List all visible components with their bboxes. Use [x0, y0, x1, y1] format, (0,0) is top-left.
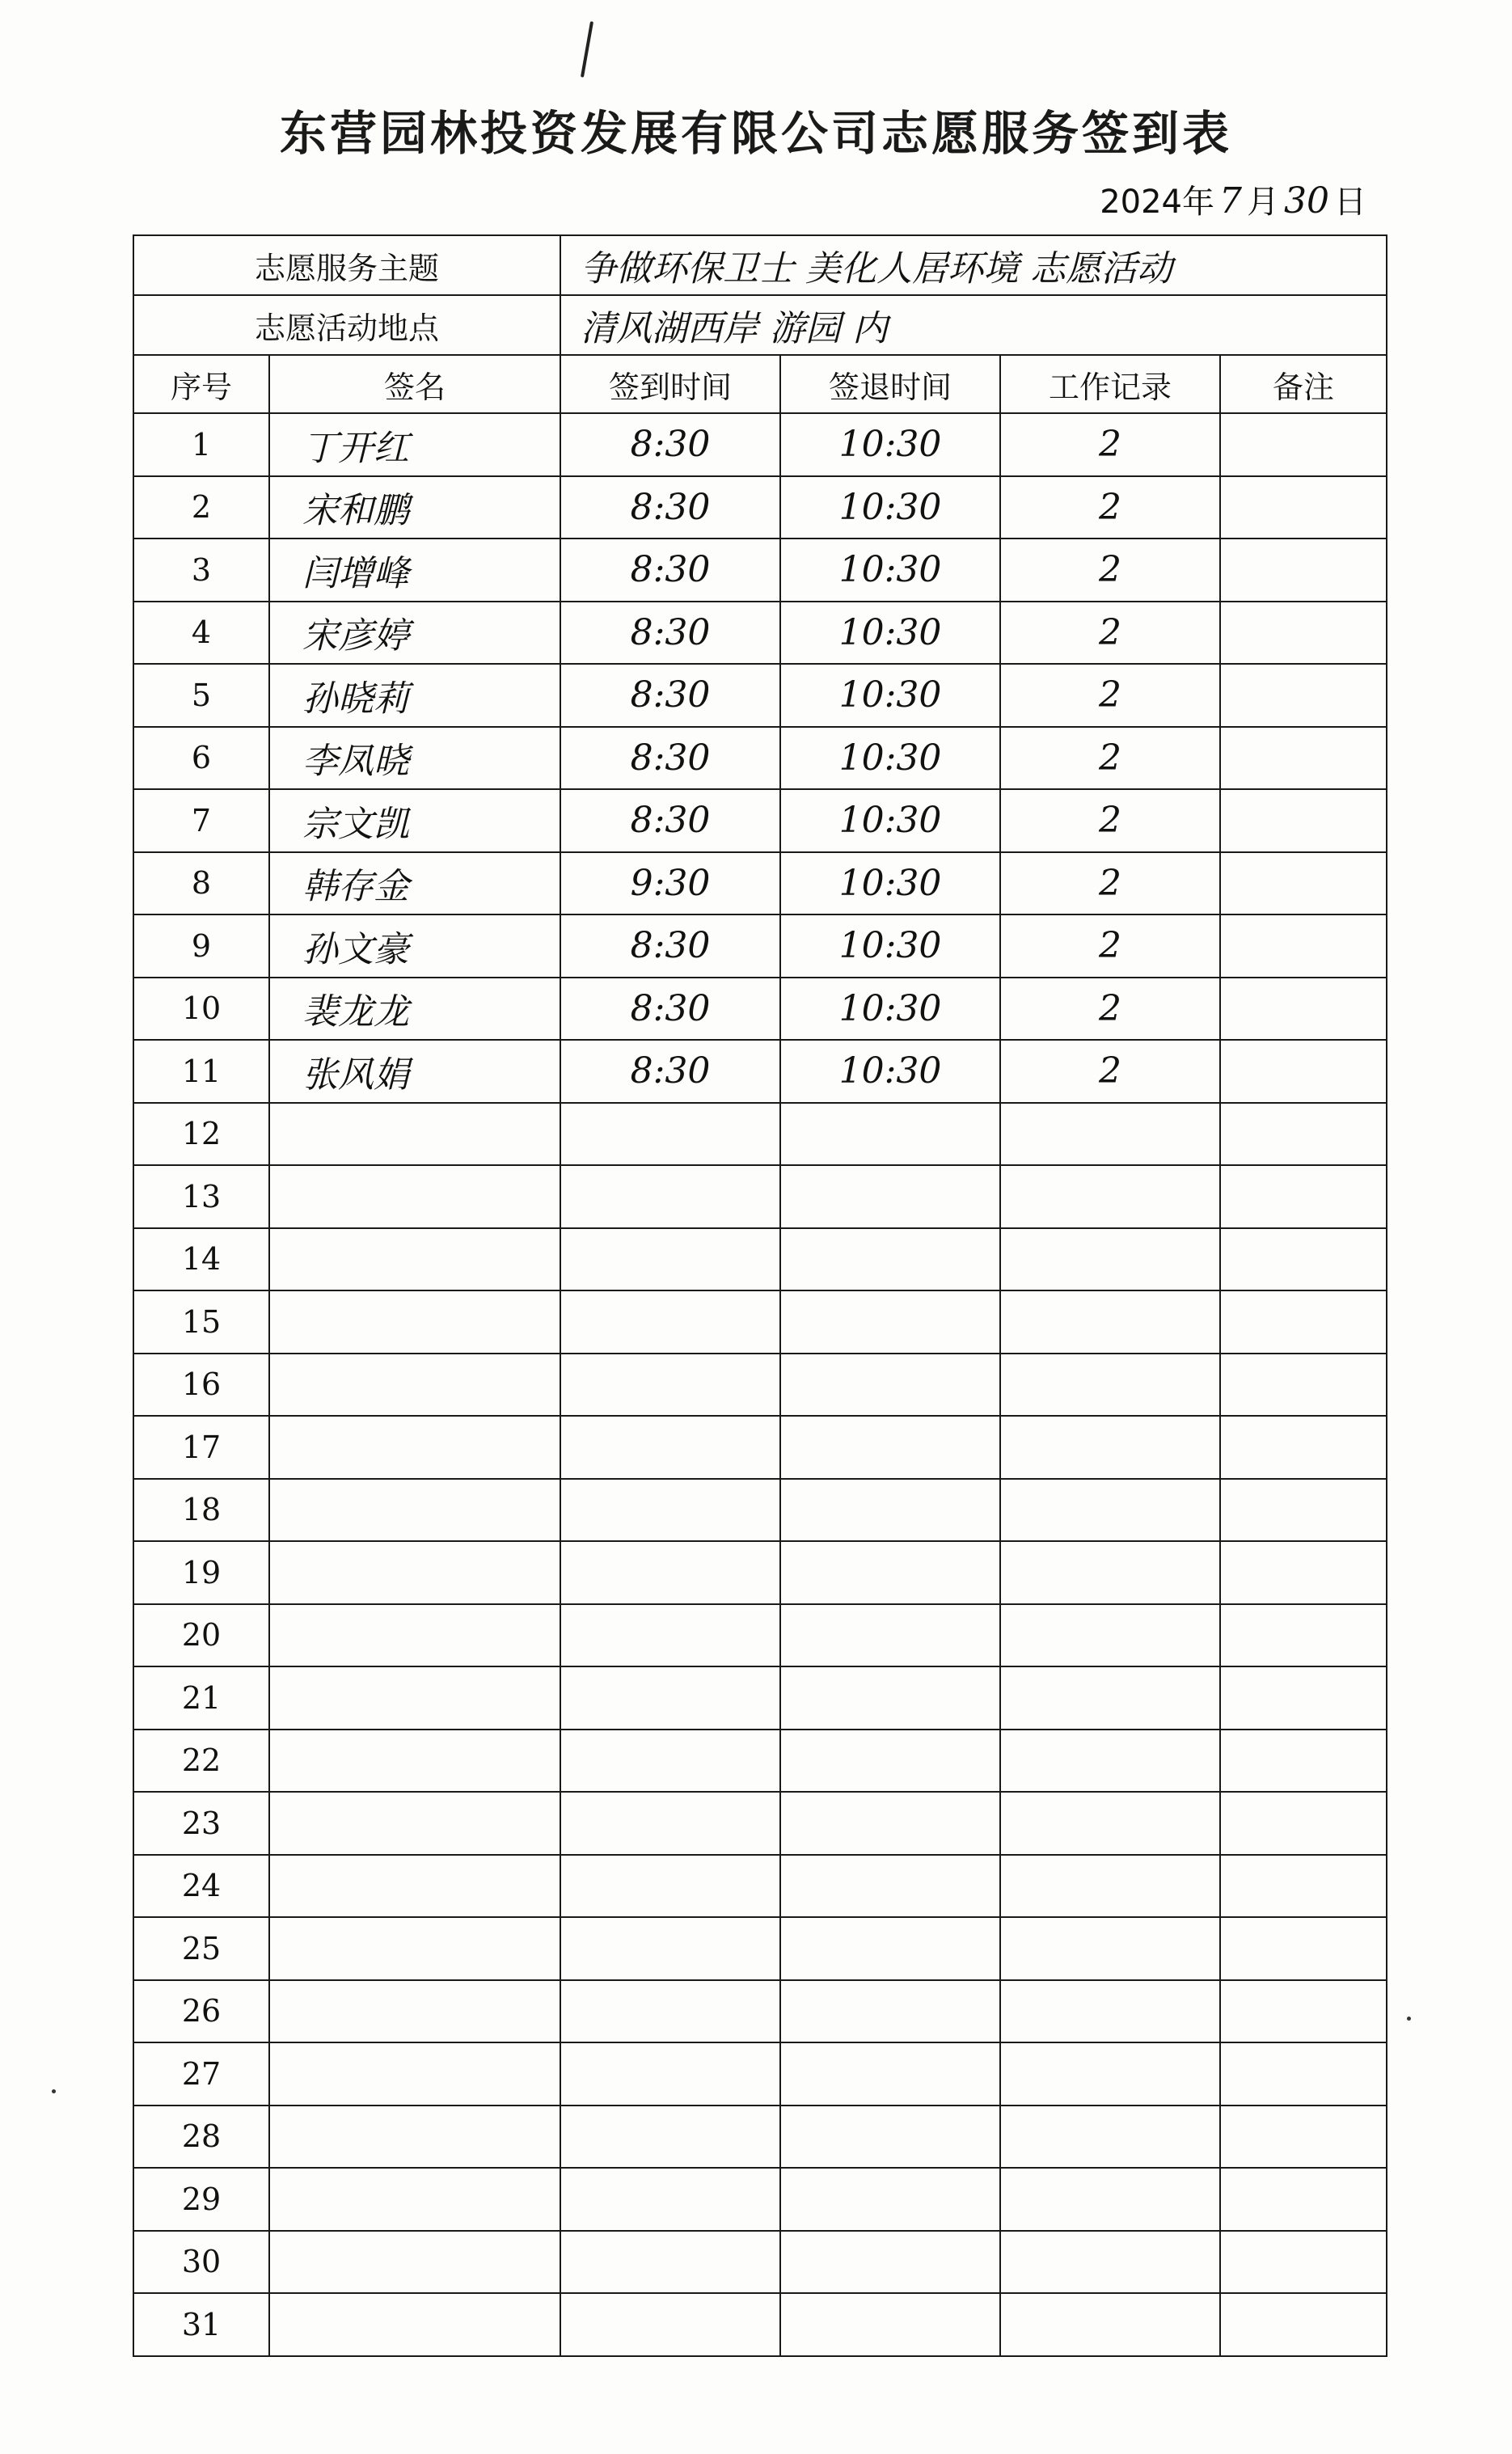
table-row — [133, 1792, 1387, 1855]
column-header-check-in: 签到时间 — [560, 355, 780, 413]
seq-number: 13 — [133, 1165, 269, 1228]
date-day: 30 — [1284, 180, 1329, 222]
check-out-time — [780, 2106, 1000, 2169]
table-row — [133, 852, 1387, 915]
seq-number: 8 — [133, 852, 269, 915]
remarks-cell — [1220, 539, 1387, 602]
check-in-time — [560, 1479, 780, 1542]
table-row — [133, 2106, 1387, 2169]
seq-number: 28 — [133, 2106, 269, 2169]
signature-cell — [269, 2231, 560, 2294]
signature-cell: 裴龙龙 — [269, 978, 560, 1041]
table-row — [133, 1541, 1387, 1604]
check-out-time: 10:30 — [780, 1040, 1000, 1103]
seq-number: 17 — [133, 1416, 269, 1479]
table-row — [133, 1103, 1387, 1166]
remarks-cell — [1220, 978, 1387, 1041]
remarks-cell — [1220, 1416, 1387, 1479]
check-in-time: 8:30 — [560, 1040, 780, 1103]
table-row — [133, 1416, 1387, 1479]
date-year: 2024年 — [1100, 184, 1214, 221]
table-row — [133, 602, 1387, 665]
check-in-time — [560, 2168, 780, 2231]
check-out-time — [780, 1354, 1000, 1417]
work-record — [1000, 1479, 1220, 1542]
work-record — [1000, 2168, 1220, 2231]
signature-cell — [269, 1290, 560, 1354]
work-record — [1000, 1290, 1220, 1354]
seq-number: 20 — [133, 1604, 269, 1667]
remarks-cell — [1220, 1479, 1387, 1542]
check-in-time: 9:30 — [560, 852, 780, 915]
seq-number: 29 — [133, 2168, 269, 2231]
work-record: 2 — [1000, 727, 1220, 790]
check-in-time: 8:30 — [560, 476, 780, 539]
check-in-time — [560, 1290, 780, 1354]
remarks-cell — [1220, 1792, 1387, 1855]
seq-number: 19 — [133, 1541, 269, 1604]
column-header-seq: 序号 — [133, 355, 269, 413]
work-record — [1000, 1604, 1220, 1667]
work-record — [1000, 1917, 1220, 1980]
handwritten-page-mark — [581, 21, 593, 78]
check-in-time — [560, 1730, 780, 1793]
seq-number: 12 — [133, 1103, 269, 1166]
work-record: 2 — [1000, 1040, 1220, 1103]
check-out-time — [780, 2293, 1000, 2356]
check-in-time — [560, 1416, 780, 1479]
work-record — [1000, 1855, 1220, 1918]
work-record — [1000, 2106, 1220, 2169]
sign-in-table — [133, 234, 1387, 2357]
check-in-time — [560, 1855, 780, 1918]
work-record — [1000, 1730, 1220, 1793]
check-in-time — [560, 2106, 780, 2169]
work-record — [1000, 1103, 1220, 1166]
signature-cell — [269, 1604, 560, 1667]
work-record: 2 — [1000, 664, 1220, 727]
date-day-unit: 日 — [1334, 184, 1366, 221]
check-out-time: 10:30 — [780, 476, 1000, 539]
seq-number: 25 — [133, 1917, 269, 1980]
check-out-time — [780, 1290, 1000, 1354]
check-out-time — [780, 1228, 1000, 1291]
check-out-time — [780, 2168, 1000, 2231]
stray-dot — [1407, 2017, 1411, 2021]
check-in-time — [560, 1354, 780, 1417]
work-record — [1000, 2231, 1220, 2294]
seq-number: 6 — [133, 727, 269, 790]
work-record — [1000, 1980, 1220, 2043]
signature-cell — [269, 2106, 560, 2169]
location-row — [133, 295, 1387, 355]
table-row — [133, 476, 1387, 539]
check-out-time: 10:30 — [780, 789, 1000, 852]
signature-cell — [269, 1792, 560, 1855]
column-header-check-out: 签退时间 — [780, 355, 1000, 413]
check-out-time: 10:30 — [780, 978, 1000, 1041]
table-row — [133, 914, 1387, 978]
work-record: 2 — [1000, 852, 1220, 915]
signature-cell: 宗文凯 — [269, 789, 560, 852]
work-record — [1000, 1541, 1220, 1604]
seq-number: 16 — [133, 1354, 269, 1417]
remarks-cell — [1220, 1855, 1387, 1918]
table-row — [133, 1980, 1387, 2043]
remarks-cell — [1220, 1040, 1387, 1103]
signature-cell — [269, 1354, 560, 1417]
work-record: 2 — [1000, 602, 1220, 665]
table-row — [133, 2231, 1387, 2294]
work-record: 2 — [1000, 539, 1220, 602]
remarks-cell — [1220, 602, 1387, 665]
signature-cell: 张风娟 — [269, 1040, 560, 1103]
table-row — [133, 1040, 1387, 1103]
check-in-time — [560, 2231, 780, 2294]
table-row — [133, 2042, 1387, 2106]
check-out-time — [780, 1416, 1000, 1479]
check-out-time: 10:30 — [780, 602, 1000, 665]
check-out-time: 10:30 — [780, 413, 1000, 476]
table-row — [133, 1666, 1387, 1730]
check-in-time — [560, 1165, 780, 1228]
check-out-time: 10:30 — [780, 852, 1000, 915]
check-out-time — [780, 1855, 1000, 1918]
check-out-time — [780, 1917, 1000, 1980]
signature-cell — [269, 2293, 560, 2356]
table-row — [133, 1604, 1387, 1667]
check-out-time — [780, 2231, 1000, 2294]
seq-number: 31 — [133, 2293, 269, 2356]
theme-row — [133, 235, 1387, 295]
check-out-time — [780, 2042, 1000, 2106]
table-row — [133, 1290, 1387, 1354]
signature-cell — [269, 1103, 560, 1166]
signature-cell: 孙文豪 — [269, 914, 560, 978]
check-in-time — [560, 1792, 780, 1855]
seq-number: 26 — [133, 1980, 269, 2043]
signature-cell: 韩存金 — [269, 852, 560, 915]
seq-number: 21 — [133, 1666, 269, 1730]
remarks-cell — [1220, 852, 1387, 915]
signature-cell — [269, 1980, 560, 2043]
check-in-time: 8:30 — [560, 789, 780, 852]
check-in-time: 8:30 — [560, 727, 780, 790]
remarks-cell — [1220, 1917, 1387, 1980]
check-in-time — [560, 1666, 780, 1730]
work-record — [1000, 1792, 1220, 1855]
check-out-time: 10:30 — [780, 914, 1000, 978]
remarks-cell — [1220, 476, 1387, 539]
seq-number: 27 — [133, 2042, 269, 2106]
check-out-time — [780, 1541, 1000, 1604]
signature-cell — [269, 1541, 560, 1604]
table-row — [133, 1917, 1387, 1980]
check-in-time — [560, 2293, 780, 2356]
remarks-cell — [1220, 727, 1387, 790]
signature-cell — [269, 1855, 560, 1918]
seq-number: 9 — [133, 914, 269, 978]
remarks-cell — [1220, 1666, 1387, 1730]
table-row — [133, 413, 1387, 476]
work-record — [1000, 1228, 1220, 1291]
remarks-cell — [1220, 1103, 1387, 1166]
seq-number: 15 — [133, 1290, 269, 1354]
seq-number: 7 — [133, 789, 269, 852]
check-out-time — [780, 1666, 1000, 1730]
remarks-cell — [1220, 2293, 1387, 2356]
table-row — [133, 1354, 1387, 1417]
check-out-time — [780, 1604, 1000, 1667]
check-in-time — [560, 1604, 780, 1667]
signature-cell — [269, 1666, 560, 1730]
work-record — [1000, 1354, 1220, 1417]
signature-cell — [269, 1917, 560, 1980]
remarks-cell — [1220, 664, 1387, 727]
table-row — [133, 727, 1387, 790]
stray-dot — [52, 2089, 56, 2093]
work-record — [1000, 1165, 1220, 1228]
check-in-time — [560, 1541, 780, 1604]
remarks-cell — [1220, 413, 1387, 476]
remarks-cell — [1220, 1290, 1387, 1354]
check-in-time: 8:30 — [560, 664, 780, 727]
seq-number: 14 — [133, 1228, 269, 1291]
work-record: 2 — [1000, 914, 1220, 978]
work-record: 2 — [1000, 413, 1220, 476]
work-record — [1000, 1416, 1220, 1479]
table-row — [133, 978, 1387, 1041]
remarks-cell — [1220, 1730, 1387, 1793]
signature-cell: 闫增峰 — [269, 539, 560, 602]
check-out-time — [780, 1730, 1000, 1793]
seq-number: 5 — [133, 664, 269, 727]
location-value: 清风湖西岸 游园 内 — [560, 295, 1387, 355]
check-in-time: 8:30 — [560, 539, 780, 602]
remarks-cell — [1220, 2231, 1387, 2294]
remarks-cell — [1220, 789, 1387, 852]
remarks-cell — [1220, 1228, 1387, 1291]
remarks-cell — [1220, 2106, 1387, 2169]
work-record — [1000, 2042, 1220, 2106]
table-row — [133, 789, 1387, 852]
check-out-time: 10:30 — [780, 539, 1000, 602]
theme-value: 争做环保卫士 美化人居环境 志愿活动 — [560, 235, 1387, 295]
signature-cell: 宋彦婷 — [269, 602, 560, 665]
seq-number: 3 — [133, 539, 269, 602]
signature-cell — [269, 1416, 560, 1479]
seq-number: 2 — [133, 476, 269, 539]
column-header-work-record: 工作记录 — [1000, 355, 1220, 413]
work-record: 2 — [1000, 476, 1220, 539]
signature-cell — [269, 1479, 560, 1542]
signature-cell: 宋和鹏 — [269, 476, 560, 539]
remarks-cell — [1220, 1165, 1387, 1228]
seq-number: 4 — [133, 602, 269, 665]
table-row — [133, 664, 1387, 727]
check-in-time: 8:30 — [560, 413, 780, 476]
table-row — [133, 2168, 1387, 2231]
date-month: 7 — [1219, 180, 1242, 222]
check-in-time — [560, 1103, 780, 1166]
seq-number: 24 — [133, 1855, 269, 1918]
check-in-time: 8:30 — [560, 978, 780, 1041]
check-out-time — [780, 1792, 1000, 1855]
table-row — [133, 1165, 1387, 1228]
theme-label: 志愿服务主题 — [133, 235, 560, 295]
seq-number: 11 — [133, 1040, 269, 1103]
table-row — [133, 1228, 1387, 1291]
check-out-time — [780, 1165, 1000, 1228]
signature-cell — [269, 1730, 560, 1793]
signature-cell — [269, 1165, 560, 1228]
work-record — [1000, 2293, 1220, 2356]
check-in-time — [560, 2042, 780, 2106]
seq-number: 10 — [133, 978, 269, 1041]
remarks-cell — [1220, 1354, 1387, 1417]
table-row — [133, 539, 1387, 602]
column-header-signature: 签名 — [269, 355, 560, 413]
form-date — [1100, 176, 1366, 222]
header-row — [133, 355, 1387, 413]
table-row — [133, 1855, 1387, 1918]
signature-cell: 李凤晓 — [269, 727, 560, 790]
table-row — [133, 1730, 1387, 1793]
signature-cell: 孙晓莉 — [269, 664, 560, 727]
check-in-time: 8:30 — [560, 602, 780, 665]
seq-number: 18 — [133, 1479, 269, 1542]
seq-number: 23 — [133, 1792, 269, 1855]
seq-number: 30 — [133, 2231, 269, 2294]
location-label: 志愿活动地点 — [133, 295, 560, 355]
signature-cell — [269, 2042, 560, 2106]
check-out-time: 10:30 — [780, 664, 1000, 727]
work-record: 2 — [1000, 978, 1220, 1041]
seq-number: 1 — [133, 413, 269, 476]
remarks-cell — [1220, 914, 1387, 978]
remarks-cell — [1220, 2042, 1387, 2106]
remarks-cell — [1220, 1980, 1387, 2043]
signature-cell — [269, 2168, 560, 2231]
remarks-cell — [1220, 2168, 1387, 2231]
check-in-time: 8:30 — [560, 914, 780, 978]
remarks-cell — [1220, 1541, 1387, 1604]
work-record: 2 — [1000, 789, 1220, 852]
check-out-time — [780, 1103, 1000, 1166]
work-record — [1000, 1666, 1220, 1730]
table-row — [133, 2293, 1387, 2356]
date-month-unit: 月 — [1247, 184, 1279, 221]
check-out-time: 10:30 — [780, 727, 1000, 790]
column-header-remarks: 备注 — [1220, 355, 1387, 413]
check-out-time — [780, 1980, 1000, 2043]
check-in-time — [560, 1228, 780, 1291]
table-row — [133, 1479, 1387, 1542]
signature-cell — [269, 1228, 560, 1291]
remarks-cell — [1220, 1604, 1387, 1667]
check-in-time — [560, 1917, 780, 1980]
signature-cell: 丁开红 — [269, 413, 560, 476]
form-title: 东营园林投资发展有限公司志愿服务签到表 — [279, 106, 1232, 161]
check-out-time — [780, 1479, 1000, 1542]
seq-number: 22 — [133, 1730, 269, 1793]
check-in-time — [560, 1980, 780, 2043]
